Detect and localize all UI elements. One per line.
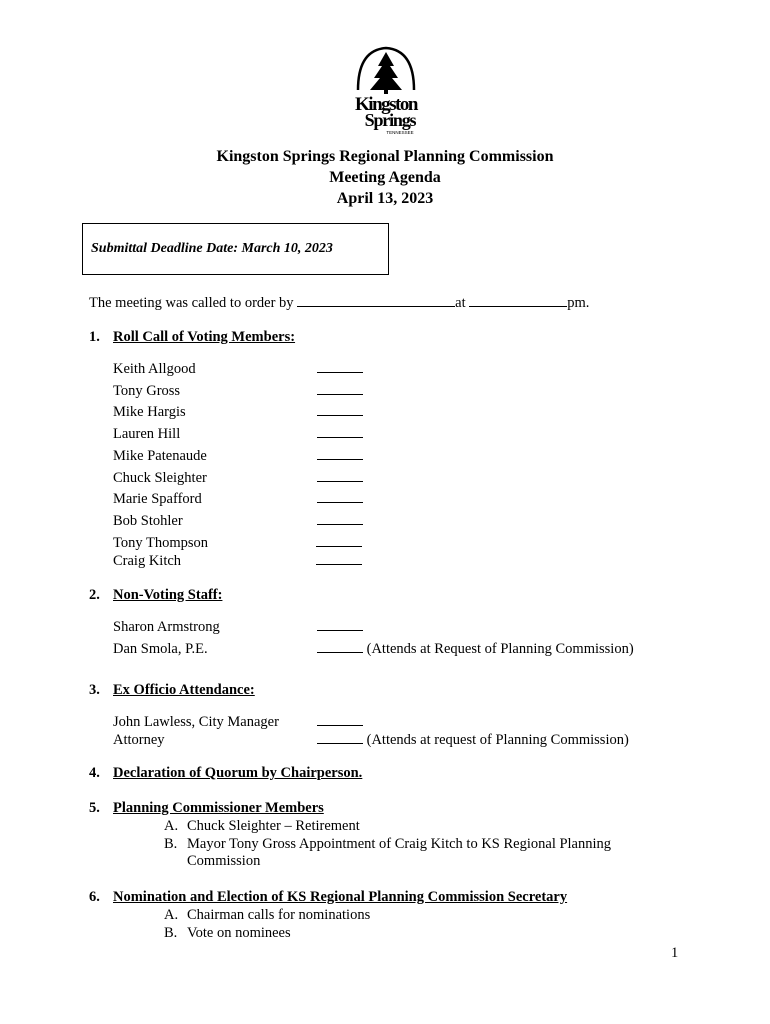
section-4-number: 4.	[89, 765, 100, 781]
call-to-order-text: The meeting was called to order by	[89, 295, 298, 311]
item-letter: A.	[164, 818, 179, 834]
at-text: at	[455, 295, 470, 311]
call-to-order-line	[89, 294, 589, 312]
item-text: Vote on nominees	[187, 925, 291, 941]
attendance-line	[317, 640, 634, 658]
logo-line1: Kingston	[355, 94, 417, 115]
attendance-line	[317, 731, 629, 749]
member-name: Mike Hargis	[113, 404, 186, 420]
pm-text: pm.	[567, 295, 590, 311]
section-6-heading: Nomination and Election of KS Regional Planning Commission Secretary	[113, 889, 568, 905]
section-3-number: 3.	[89, 682, 100, 698]
attendance-blank	[317, 469, 363, 487]
section-5-number: 5.	[89, 800, 100, 816]
attendance-blank	[316, 552, 362, 570]
logo-line2: Springs	[364, 110, 416, 130]
item-text: Chuck Sleighter – Retirement	[187, 818, 360, 834]
section-1-number: 1.	[89, 329, 100, 345]
meeting-date: April 13, 2023	[336, 190, 434, 207]
deadline-box	[82, 223, 389, 275]
member-name: Bob Stohler	[113, 513, 183, 529]
tree-logo-icon	[344, 44, 428, 136]
section-5-heading: Planning Commissioner Members	[113, 800, 324, 816]
section-1-heading: Roll Call of Voting Members:	[113, 329, 296, 345]
attendance-blank	[317, 382, 363, 400]
attendance-blank	[317, 403, 363, 421]
item-letter: B.	[164, 925, 178, 941]
attendance-blank	[317, 425, 363, 443]
commission-title: Kingston Springs Regional Planning Commission	[216, 148, 554, 165]
attendance-note: (Attends at Request of Planning Commission)	[363, 641, 634, 657]
member-name: Lauren Hill	[113, 426, 181, 442]
section-3-heading: Ex Officio Attendance:	[113, 682, 255, 698]
member-name: Mike Patenaude	[113, 448, 207, 464]
item-letter: A.	[164, 907, 179, 923]
item-letter: B.	[164, 836, 178, 852]
member-name: Keith Allgood	[113, 361, 196, 377]
attendance-blank	[317, 512, 363, 530]
attendance-blank	[317, 360, 363, 378]
member-name: Tony Gross	[113, 383, 181, 399]
agenda-title: Meeting Agenda	[329, 169, 441, 186]
section-6-number: 6.	[89, 889, 100, 905]
kingston-springs-logo	[344, 44, 428, 136]
attendance-blank	[317, 713, 363, 731]
caller-blank	[297, 294, 455, 307]
member-name: Tony Thompson	[113, 535, 208, 551]
attendance-blank	[317, 447, 363, 465]
member-name: Marie Spafford	[113, 491, 202, 507]
officio-name: Attorney	[113, 732, 165, 748]
item-text: Mayor Tony Gross Appointment of Craig Kitch to KS Regional Planning	[187, 836, 612, 852]
section-4-heading: Declaration of Quorum by Chairperson.	[113, 765, 363, 781]
officio-name: John Lawless, City Manager	[113, 714, 279, 730]
member-name: Chuck Sleighter	[113, 470, 207, 486]
section-2-heading: Non-Voting Staff:	[113, 587, 223, 603]
logo-line3: TENNESSEE	[386, 130, 414, 135]
item-text: Chairman calls for nominations	[187, 907, 371, 923]
staff-name: Dan Smola, P.E.	[113, 641, 208, 657]
attendance-blank	[317, 490, 363, 508]
member-name: Craig Kitch	[113, 553, 182, 569]
item-text-continued: Commission	[187, 853, 261, 869]
attendance-blank	[317, 618, 363, 636]
attendance-note: (Attends at request of Planning Commission)	[363, 732, 629, 748]
attendance-blank	[316, 534, 362, 552]
staff-name: Sharon Armstrong	[113, 619, 220, 635]
section-2-number: 2.	[89, 587, 100, 603]
time-blank	[469, 294, 567, 307]
deadline-text: Submittal Deadline Date: March 10, 2023	[91, 241, 333, 256]
page-number: 1	[671, 945, 679, 961]
